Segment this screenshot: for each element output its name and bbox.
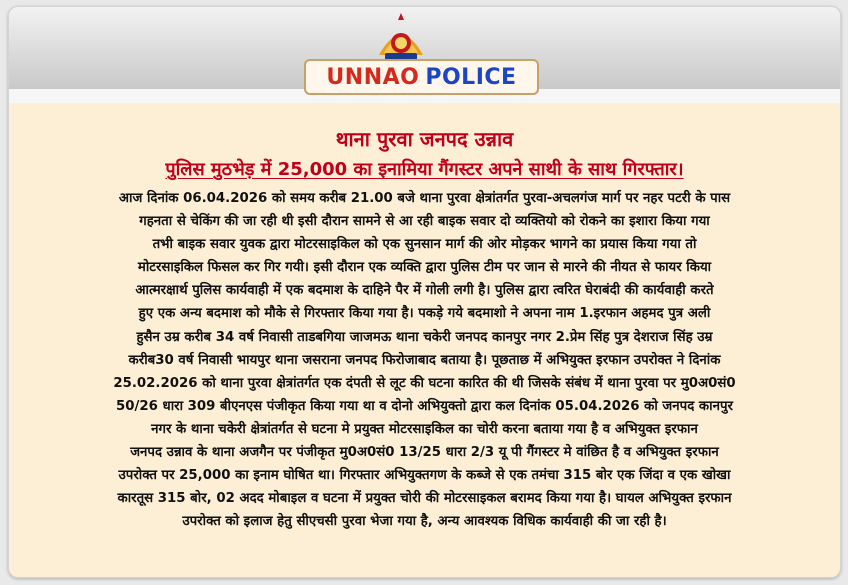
body-line: आत्मरक्षार्थ पुलिस कार्यवाही में एक बदमाश के दाहिने पैर में गोली लगी है। पुलिस द्वारा त्वरित घेराबंदी की कार्यवाही करते — [135, 283, 714, 299]
body-line: जनपद उन्नाव के थाना अजगैन पर पंजीकृत मु0अ0सं0 13/25 धारा 2/3 यू पी गैंगस्टर मे वांछित है व अभियुक्त इरफान — [130, 445, 719, 461]
brand-word-police: POLICE — [425, 64, 517, 90]
body-line: तभी बाइक सवार युवक द्वारा मोटरसाइकिल को एक सुनसान मार्ग की ओर मोड़कर भागने का प्रयास किया गया तो — [152, 237, 697, 253]
body-line: करीब30 वर्ष निवासी भायपुर थाना जसराना जनपद फिरोजाबाद बताया है। पूछताछ में अभियुक्त इरफान उपरोक्त ने दिनांक — [128, 352, 721, 368]
body-line: 50/26 धारा 309 बीएनएस पंजीकृत किया गया था व दोनो अभियुक्तो द्वारा कल दिनांक 05.04.2026 को जनपद कानपुर — [116, 398, 733, 414]
brand-word-unnao: UNNAO — [326, 64, 420, 90]
body-line: हुसैन उम्र करीब 34 वर्ष निवासी ताडबगिया जाजमऊ थाना चकेरी जनपद कानपुर नगर 2.प्रेम सिंह पुत्र देशराज सिंह उम्र — [136, 329, 713, 345]
news-subheading — [9, 157, 840, 181]
news-body — [15, 187, 834, 533]
body-line: नगर के थाना चकेरी क्षेत्रांतर्गत से घटना मे प्रयुक्त मोटरसाइकिल का चोरी करना बताया गया है व अभियुक्त इरफान — [151, 421, 698, 437]
press-release-panel — [8, 6, 841, 578]
body-line: उपरोक्त पर 25,000 का इनाम घोषित था। गिरफ्तार अभियुक्तगण के कब्जे से एक तमंचा 315 बोर एक जिंदा व एक खोखा — [118, 468, 731, 484]
subheading-text: पुलिस मुठभेड़ में 25,000 का इनामिया गैंगस्टर अपने साथी के साथ गिरफ्तार। — [165, 159, 684, 180]
brand-title — [304, 59, 539, 95]
body-line: हुए एक अन्य बदमाश को मौके से गिरफ्तार किया गया है। पकड़े गये बदमाशो ने अपना नाम 1.इरफान अहमद पुत्र अली — [138, 306, 711, 322]
up-police-emblem-icon — [371, 9, 431, 65]
body-line: कारतूस 315 बोर, 02 अदद मोबाइल व घटना में प्रयुक्त चोरी की मोटरसाइकल बरामद किया गया है। घायल अभियुक्त इरफान — [117, 491, 732, 507]
body-line: आज दिनांक 06.04.2026 को समय करीब 21.00 बजे थाना पुरवा क्षेत्रांतर्गत पुरवा-अचलगंज मार्ग पर नहर पटरी के पास — [118, 191, 731, 206]
body-line: 25.02.2026 को थाना पुरवा क्षेत्रांतर्गत एक दंपती से लूट की घटना कारित की थी जिसके संबंध में थाना पुरवा पर मु0अ0सं0 — [113, 375, 736, 391]
body-line: गहनता से चेकिंग की जा रही थी इसी दौरान सामने से आ रही बाइक सवार दो व्यक्तियो को रोकने का इशारा किया गया — [139, 214, 710, 230]
body-line: उपरोक्त को इलाज हेतु सीएचसी पुरवा भेजा गया है, अन्य आवश्यक विधिक कार्यवाही की जा रही है। — [182, 514, 667, 530]
page-title: थाना पुरवा जनपद उन्नाव — [335, 127, 514, 151]
body-line: मोटरसाइकिल फिसल कर गिर गयी। इसी दौरान एक व्यक्ति द्वारा पुलिस टीम पर जान से मारने की नीयत से फायर किया — [137, 260, 712, 276]
